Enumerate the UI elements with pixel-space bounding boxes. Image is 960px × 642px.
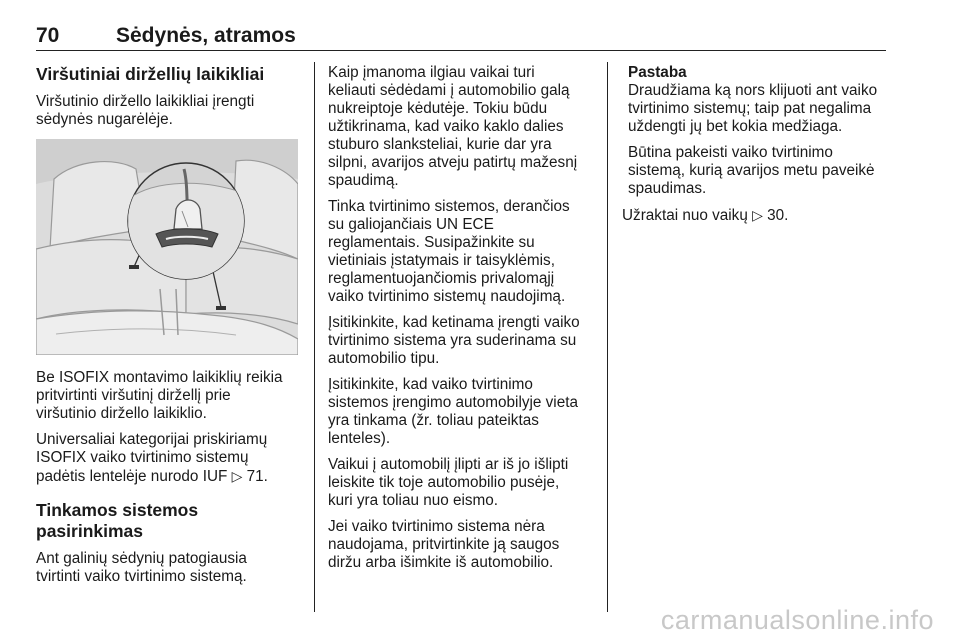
paragraph-text: Universaliai kategorijai priskiriamų ISOFIX vaiko tvirtinimo sistemų padėtis lentelėje nurodo IUF — [36, 431, 268, 485]
paragraph: Įsitikinkite, kad ketinama įrengti vaiko tvirtinimo sistema yra suderinama su automobilio tipu. — [328, 314, 580, 367]
paragraph: Kaip įmanoma ilgiau vaikai turi keliauti sėdėdami į automobilio galą nukreiptoje kėdutėje. Tokiu būdu užtikrinama, kad vaiko kaklo dalies stuburo slanksteliai, kurie dar yra silpni, avarijos atveju patirtų mažesnį spaudimą. — [328, 64, 578, 189]
paragraph-text: Užraktai nuo vaikų — [622, 207, 748, 224]
header-rule — [36, 50, 886, 51]
watermark: carmanualsonline.info — [660, 605, 934, 635]
column-3 — [622, 64, 890, 233]
page-reference-icon: ▷ — [231, 468, 243, 484]
paragraph-with-ref — [622, 206, 890, 225]
paragraph: Be ISOFIX montavimo laikiklių reikia pritvirtinti viršutinį diržellį prie viršutinio diržello laikiklio. — [36, 369, 283, 422]
page-reference[interactable]: 71. — [246, 468, 268, 485]
note-box — [622, 64, 890, 198]
column-2 — [328, 64, 594, 580]
note-title: Pastaba — [628, 64, 687, 81]
paragraph: Įsitikinkite, kad vaiko tvirtinimo sistemos įrengimo automobilyje vieta yra tinkama (žr. toliau pateiktas lenteles). — [328, 376, 578, 447]
note-paragraph: Draudžiama ką nors klijuoti ant vaiko tvirtinimo sistemų; taip pat negalima uždengti jų bet kokia medžiaga. — [628, 82, 878, 135]
note-paragraph: Būtina pakeisti vaiko tvirtinimo sistemą, kurią avarijos metu paveikė spaudimas. — [628, 144, 875, 197]
section-heading-top-tether: Viršutiniai diržellių laikikliai — [36, 64, 265, 84]
section-heading-system-selection: Tinkamos sistemos pasirinkimas — [36, 500, 199, 541]
chapter-title: Sėdynės, atramos — [116, 24, 296, 47]
paragraph: Jei vaiko tvirtinimo sistema nėra naudojama, pritvirtinkite ją saugos diržu arba išimkite iš automobilio. — [328, 518, 560, 571]
column-divider-2 — [607, 62, 608, 612]
paragraph: Viršutinio diržello laikikliai įrengti sėdynės nugarėlėje. — [36, 93, 255, 128]
page-number: 70 — [36, 24, 60, 47]
column-1 — [36, 64, 302, 594]
column-divider-1 — [314, 62, 315, 612]
paragraph: Vaikui į automobilį įlipti ar iš jo išlipti leiskite tik toje automobilio pusėje, kuri yra toliau nuo eismo. — [328, 456, 569, 509]
paragraph: Tinka tvirtinimo sistemos, derančios su galiojančiais UN ECE reglamentais. Susipažinkite su vietiniais įstatymais ir taisyklėmis, reglamentuojančiomis privalomąjį vaiko tvirtinimo sistemų naudojimą. — [328, 198, 570, 305]
rear-seat-tether-illustration — [36, 139, 298, 355]
paragraph: Ant galinių sėdynių patogiausia tvirtinti vaiko tvirtinimo sistemą. — [36, 550, 247, 585]
page-reference-icon: ▷ — [752, 207, 763, 223]
paragraph-with-ref — [36, 431, 302, 486]
page-reference[interactable]: 30. — [767, 207, 789, 224]
